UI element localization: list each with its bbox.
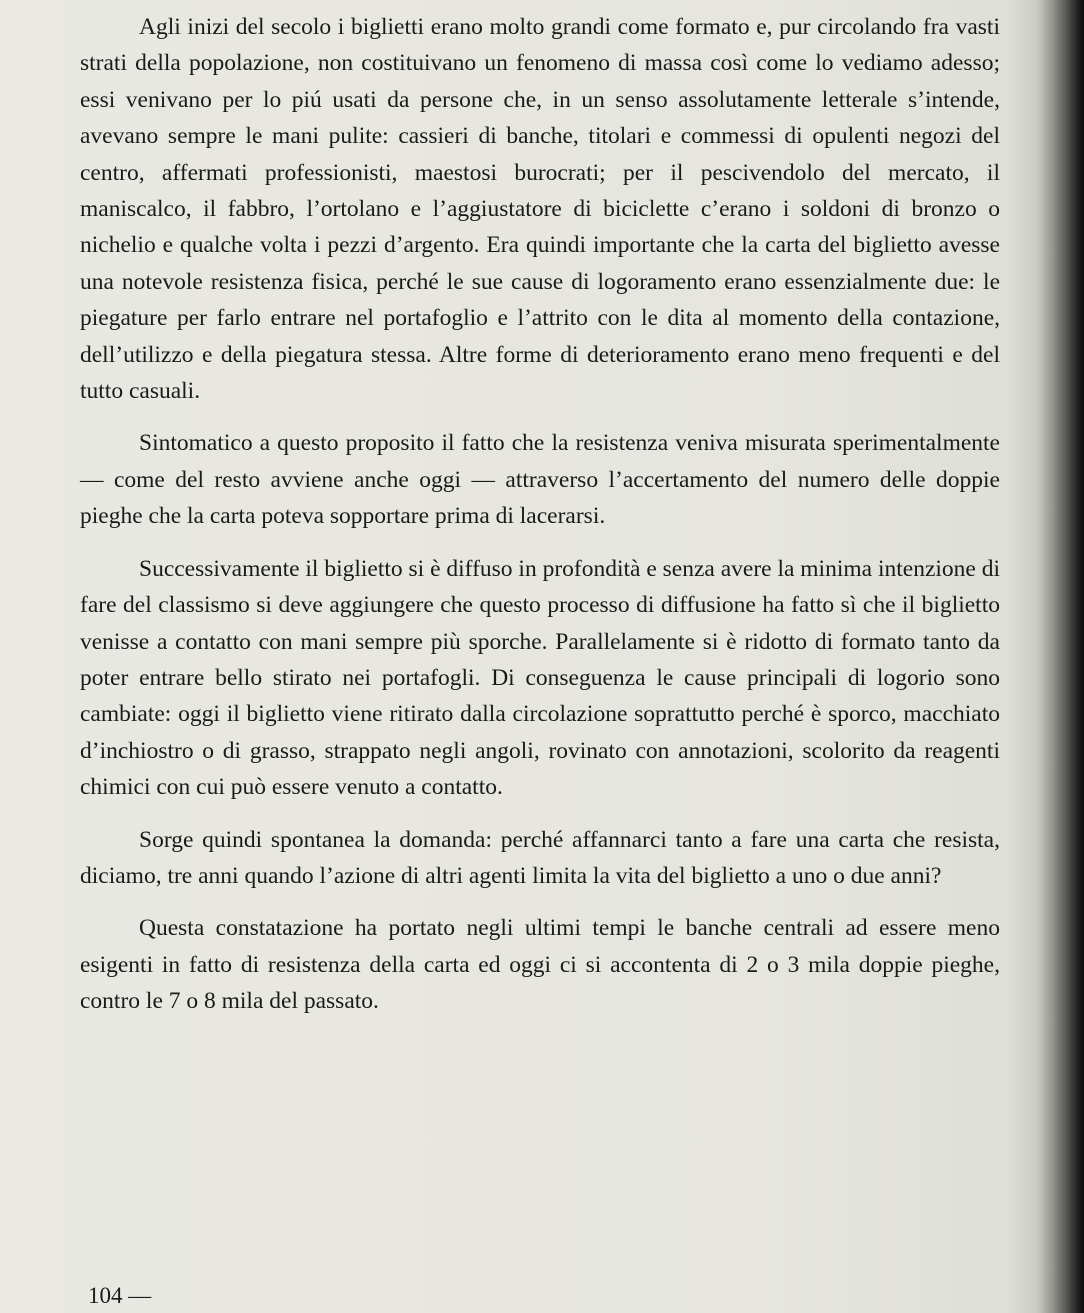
paragraph-4: Sorge quindi spontanea la domanda: perché affannarci tanto a fare una carta che resista, diciamo, tre anni quando l’azione di altri agenti limita la vita del biglietto a uno o due anni?	[80, 826, 1000, 889]
page-number: 104 —	[88, 1283, 152, 1308]
paragraph-1: Agli inizi del secolo i biglietti erano molto grandi come formato e, pur circolando fra vasti strati della popolazione, non costituivano un fenomeno di massa così come lo vediamo adesso; essi venivano per lo piú usati da persone che, in un senso assolutamente letterale s’intende, avevano sempre le mani pulite: cassieri di banche, titolari e commessi di opulenti negozi del centro, affermati professionisti, maestosi burocrati; per il pescivendolo del mercato, il maniscalco, il fabbro, l’ortolano e l’aggiustatore di biciclette c’erano i soldoni di bronzo o nichelio e qualche volta i pezzi d’argento. Era quindi importante che la carta del biglietto avesse una notevole resistenza fisica, perché le sue cause di logoramento erano essenzialmente due: le piegature per farlo entrare nel portafoglio e l’attrito con le dita al momento della contazione, dell’utilizzo e della piegatura stessa. Altre forme di deterioramento erano meno frequenti e del tutto casuali.	[80, 14, 1000, 405]
body-text	[80, 9, 1000, 1020]
paragraph-3: Successivamente il biglietto si è diffuso in profondità e senza avere la minima intenzione di fare del classismo si deve aggiungere che questo processo di diffusione ha fatto sì che il biglietto venisse a contatto con mani sempre più sporche. Parallelamente si è ridotto di formato tanto da poter entrare bello stirato nei portafogli. Di conseguenza le cause principali di logorio sono cambiate: oggi il biglietto viene ritirato dalla circolazione soprattutto perché è sporco, macchiato d’inchiostro o di grasso, strappato negli angoli, rovinato con annotazioni, scolorito da reagenti chimici con cui può essere venuto a contatto.	[80, 555, 1000, 801]
paragraph-5: Questa constatazione ha portato negli ultimi tempi le banche centrali ad essere meno esigenti in fatto di resistenza della carta ed oggi ci si accontenta di 2 o 3 mila doppie pieghe, contro le 7 o 8 mila del passato.	[80, 915, 1000, 1015]
book-spine-shadow	[1036, 0, 1084, 1313]
paragraph-2: Sintomatico a questo proposito il fatto che la resistenza veniva misurata sperimentalmente — come del resto avviene anche oggi — attraverso l’accertamento del numero delle doppie pieghe che la carta poteva sopportare prima di lacerarsi.	[80, 430, 1000, 530]
